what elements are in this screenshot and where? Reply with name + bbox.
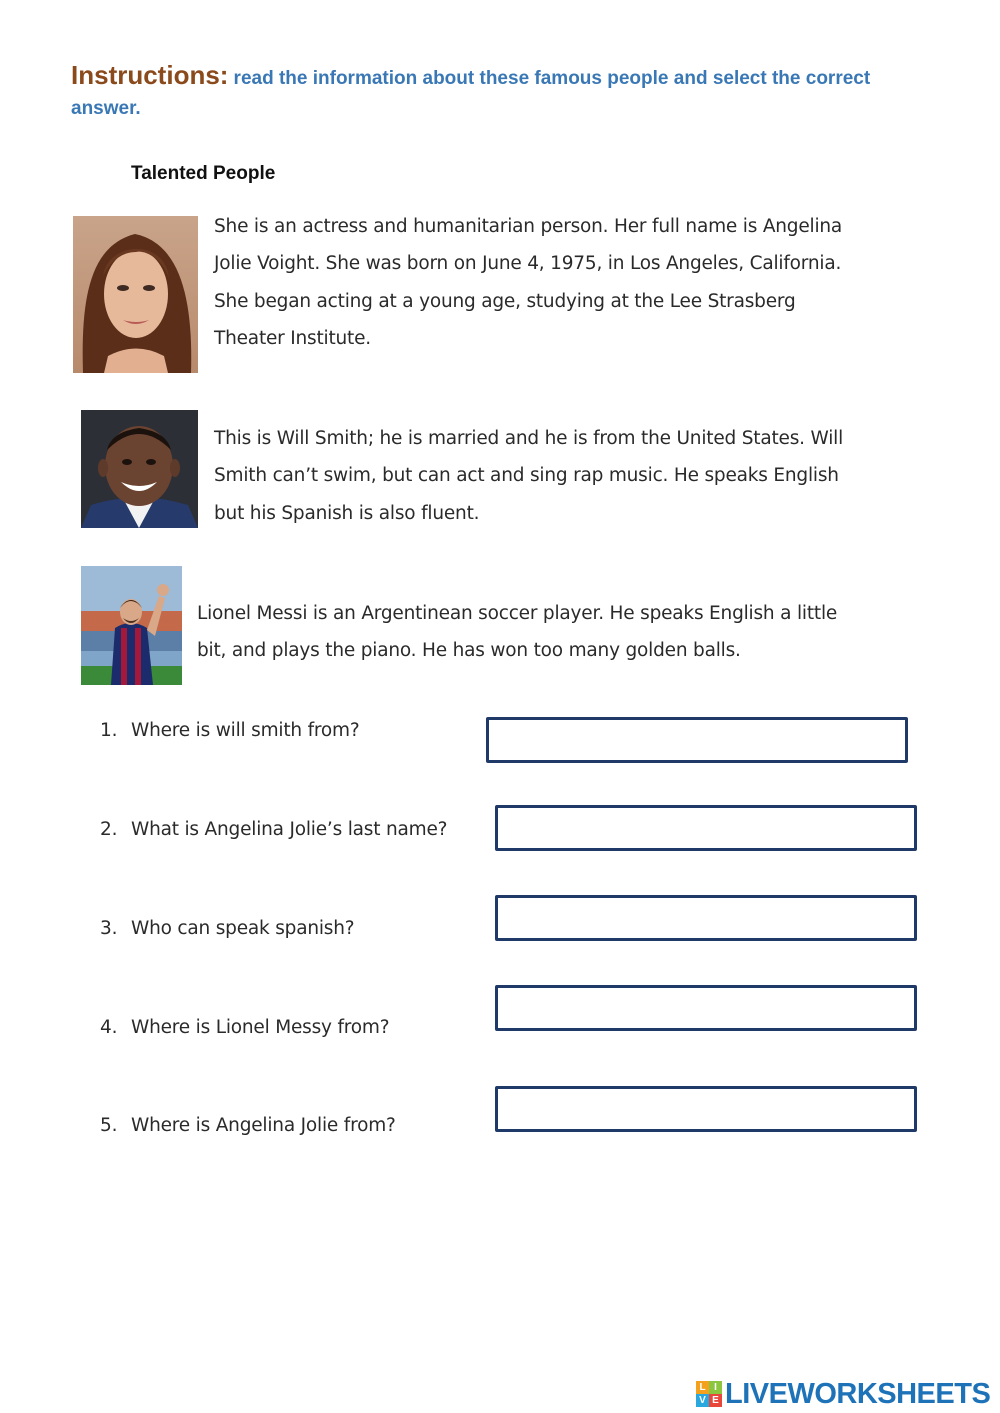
question-5 [100, 1115, 396, 1136]
logo-mark-letter: L [696, 1381, 709, 1394]
instructions-lead: Instructions: [71, 60, 229, 90]
question-number: 5. [100, 1115, 118, 1136]
logo-mark-letter: V [696, 1394, 709, 1407]
will-smith-photo [81, 410, 198, 528]
angelina-jolie-photo [73, 216, 198, 373]
question-number: 4. [100, 1017, 118, 1038]
question-text: Where is Angelina Jolie from? [131, 1115, 396, 1136]
answer-input-4[interactable] [495, 985, 917, 1031]
instructions-text: read the information about these famous people and select the correct answer. [71, 68, 871, 119]
answer-input-2[interactable] [495, 805, 917, 851]
question-text: Where is will smith from? [131, 720, 360, 741]
section-title: Talented People [131, 163, 276, 184]
answer-input-3[interactable] [495, 895, 917, 941]
liveworksheets-logo [696, 1378, 990, 1410]
lionel-messi-photo [81, 566, 182, 685]
question-2 [100, 819, 447, 840]
liveworksheets-logo-icon [696, 1381, 722, 1407]
question-text: What is Angelina Jolie’s last name? [131, 819, 448, 840]
question-4 [100, 1017, 389, 1038]
profile-text-angelina: She is an actress and humanitarian person. Her full name is Angelina Jolie Voight. She was born on June 4, 1975, in Los Angeles, California. She began acting at a young age, studying at the Lee Strasberg Theater Institute. [214, 216, 843, 349]
question-3 [100, 918, 354, 939]
instructions [71, 60, 891, 124]
question-1 [100, 720, 359, 741]
liveworksheets-logo-text: LIVEWORKSHEETS [725, 1377, 991, 1410]
answer-input-1[interactable] [486, 717, 908, 763]
logo-mark-letter: I [709, 1381, 722, 1394]
profile-text-will-smith: This is Will Smith; he is married and he is from the United States. Will Smith can’t swim, but can act and sing rap music. He speaks English but his Spanish is also fluent. [214, 428, 844, 524]
logo-mark-letter: E [709, 1394, 722, 1407]
question-text: Where is Lionel Messy from? [131, 1017, 390, 1038]
question-number: 2. [100, 819, 118, 840]
profile-text-messi: Lionel Messi is an Argentinean soccer player. He speaks English a little bit, and plays the piano. He has won too many golden balls. [197, 603, 838, 662]
question-number: 1. [100, 720, 118, 741]
question-number: 3. [100, 918, 118, 939]
question-text: Who can speak spanish? [131, 918, 355, 939]
answer-input-5[interactable] [495, 1086, 917, 1132]
